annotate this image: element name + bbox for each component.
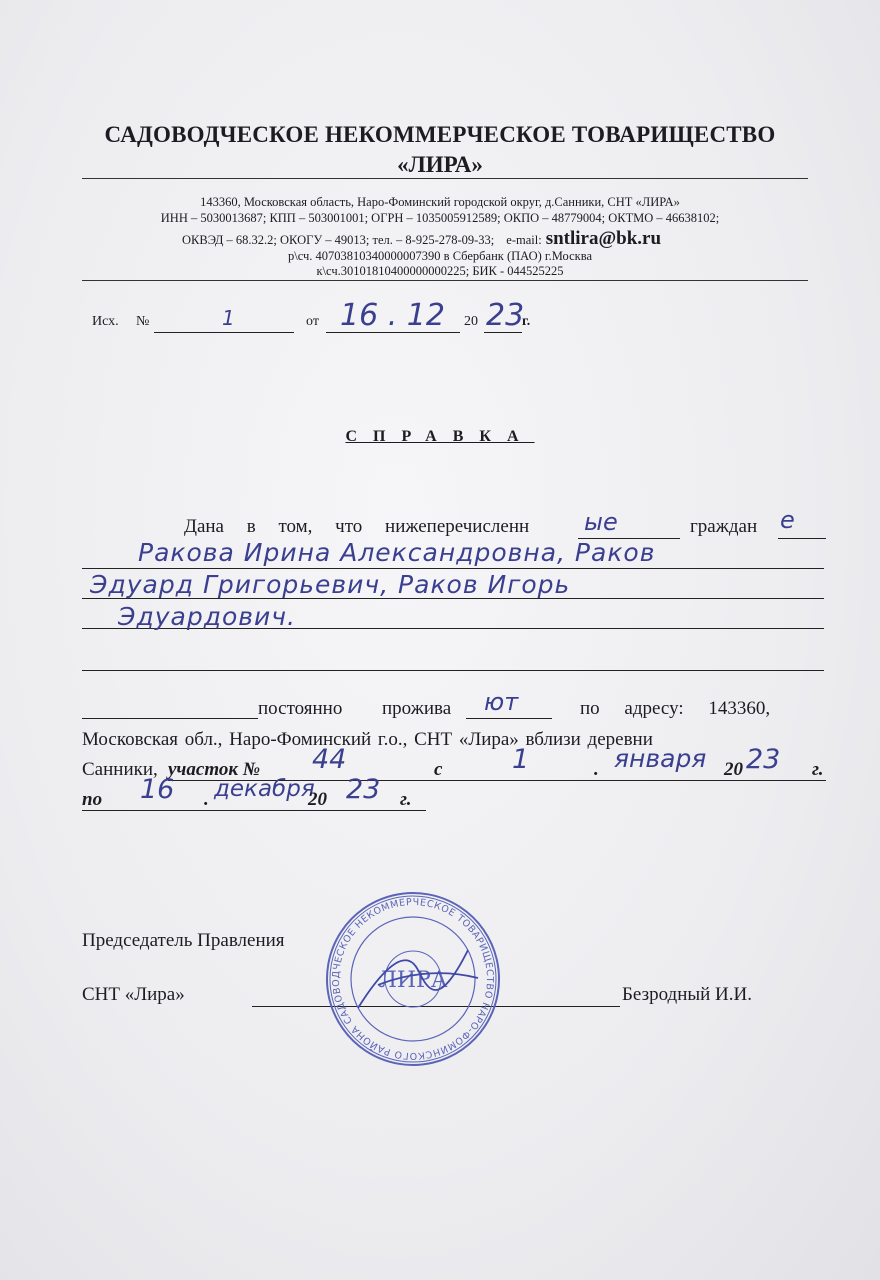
ending2-hand: е (780, 506, 795, 534)
email-label: e-mail: (506, 233, 542, 247)
org-email: sntlira@bk.ru (545, 228, 662, 249)
residence-prozhiva: прожива (382, 698, 452, 719)
address-sanniki: Санники, (82, 759, 158, 780)
stamp-center-text: ЛИРА (378, 968, 448, 993)
from-year-prefix: 20 (724, 759, 743, 780)
names-hand-3: Эдуардович. (118, 602, 297, 631)
outgoing-year-prefix: 20 (464, 314, 478, 329)
outgoing-year-suffix: г. (522, 314, 531, 329)
to-month-hand: декабря (214, 776, 315, 802)
from-month-hand: января (614, 744, 707, 773)
org-corr-account: к\сч.30101810400000000225; БИК - 044525225 (316, 264, 564, 278)
to-dot: . (204, 789, 209, 810)
org-ids: ИНН – 5030013687; КПП – 503001001; ОГРН – 1035005912589; ОКПО – 48779004; ОКТМО – 46638102; (160, 211, 720, 225)
to-day-hand: 16 (140, 774, 175, 805)
header-rule-top (82, 178, 808, 179)
outgoing-date-label: от (306, 314, 319, 329)
seal-stamp (318, 890, 508, 1068)
to-label: по (82, 789, 103, 810)
outgoing-date: 16 . 12 (340, 298, 445, 333)
residence-permanent: постоянно (258, 698, 343, 719)
from-year-hand: 23 (746, 744, 781, 775)
names-line-4 (82, 670, 824, 671)
ending3-hand: ют (484, 688, 519, 716)
outgoing-label: Исх. (92, 314, 119, 329)
org-address: 143360, Московская область, Наро-Фоминский городской округ, д.Санники, СНТ «ЛИРА» (200, 195, 680, 209)
from-dot: . (594, 759, 599, 780)
to-year-prefix: 20 (308, 789, 327, 810)
address-start: по адресу: 143360, (580, 698, 771, 719)
from-year-suffix: г. (812, 759, 824, 780)
header-rule-bottom (82, 280, 808, 281)
from-label: с (434, 759, 443, 780)
names-line-1 (82, 568, 824, 569)
to-dates-line (82, 810, 426, 811)
ending1-hand: ые (584, 508, 618, 536)
signer-name: Безродный И.И. (622, 984, 752, 1005)
outgoing-number-line (154, 332, 294, 333)
paragraph1-start: Дана в том, что нижеперечисленн (184, 516, 530, 537)
names-hand-2: Эдуард Григорьевич, Раков Игорь (90, 570, 571, 599)
residence-blank-line (82, 718, 258, 719)
plot-label: участок № (168, 759, 261, 780)
to-year-suffix: г. (400, 789, 412, 810)
org-okved: ОКВЭД – 68.32.2; ОКОГУ – 49013; тел. – 8-925-278-09-33; (182, 233, 495, 247)
signer-role: Председатель Правления (82, 930, 285, 951)
signer-org: СНТ «Лира» (82, 984, 185, 1005)
outgoing-number-label: № (136, 314, 150, 329)
address-line2: Московская обл., Наро-Фоминский г.о., СНТ «Лира» вблизи деревни (82, 729, 653, 750)
org-title-line2: «ЛИРА» (397, 152, 483, 177)
plot-number-hand: 44 (312, 744, 347, 775)
names-hand-1: Ракова Ирина Александровна, Раков (138, 538, 656, 567)
ending2-line (778, 538, 826, 539)
from-day-hand: 1 (512, 744, 530, 775)
org-title-line1: САДОВОДЧЕСКОЕ НЕКОММЕРЧЕСКОЕ ТОВАРИЩЕСТВО (104, 122, 776, 147)
org-okved-row (182, 228, 661, 250)
stamp-outer-text: САДОВОДЧЕСКОЕ НЕКОММЕРЧЕСКОЕ ТОВАРИЩЕСТВО НАРО-ФОМИНСКОГО РАЙОНА (330, 896, 496, 1062)
outgoing-number: 1 (222, 306, 235, 330)
paragraph1-grazhdan: граждан (690, 516, 758, 537)
document-title: СПРАВКА (345, 428, 535, 445)
to-year-hand: 23 (346, 774, 381, 805)
org-account: р\сч. 40703810340000007390 в Сбербанк (ПАО) г.Москва (287, 249, 592, 263)
outgoing-year: 23 (486, 298, 525, 333)
ending3-line (466, 718, 552, 719)
